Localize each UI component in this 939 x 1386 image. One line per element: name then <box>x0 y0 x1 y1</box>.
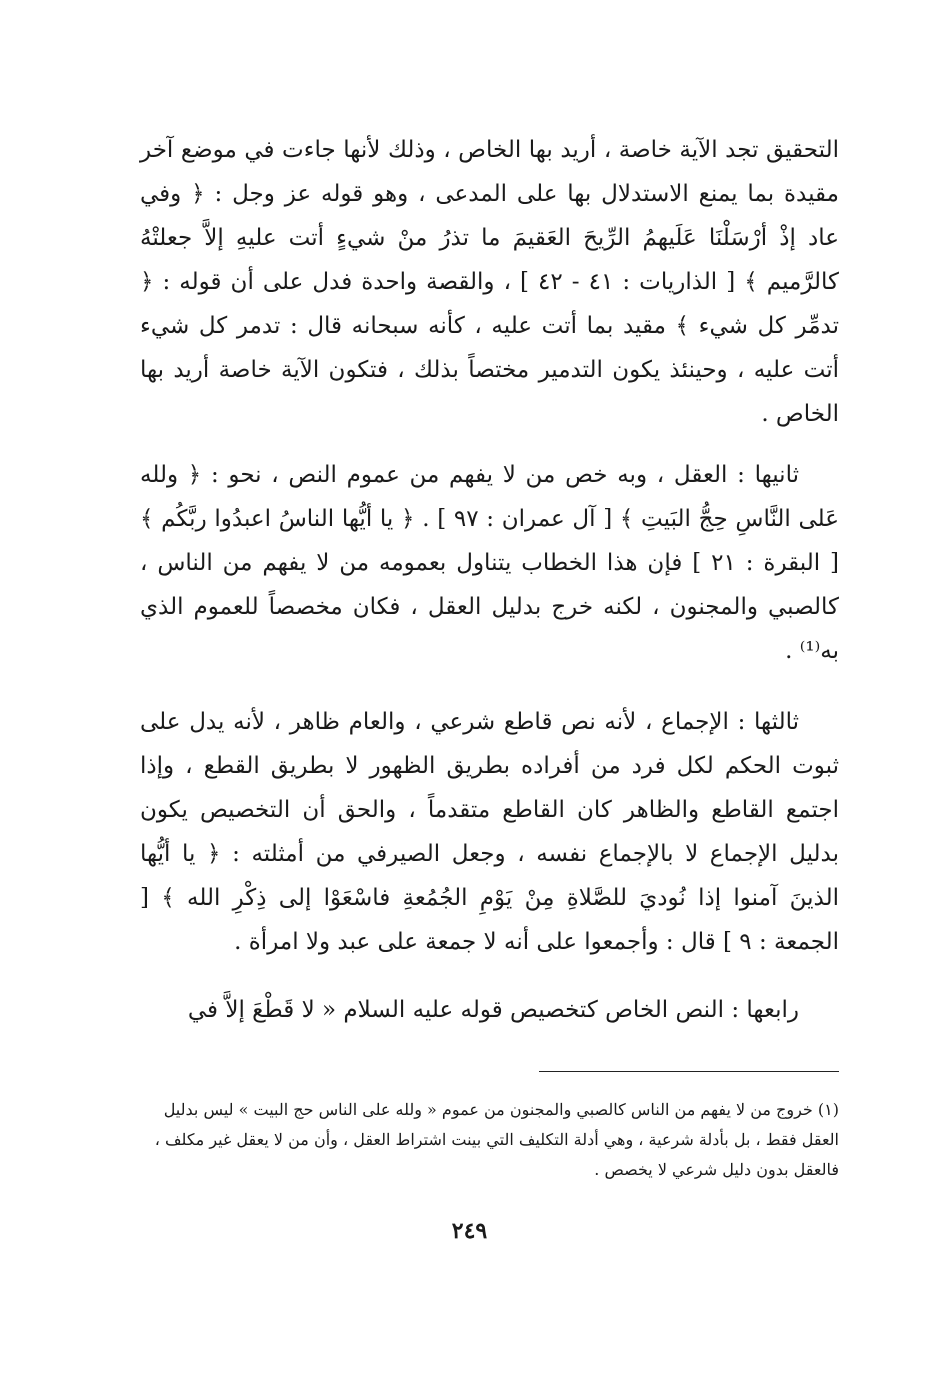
footnote-divider <box>539 1071 839 1072</box>
paragraph-2 <box>140 453 839 673</box>
paragraph-2-text: ثانيها : العقل ، وبه خص من لا يفهم من عموم النص ، نحو : ﴿ ولله عَلى النَّاسِ حِجُّ البَيتِ ﴾ [ آل عمران : ٩٧ ] . ﴿ يا أيُّها الناسُ اعبدُوا ربَّكُم ﴾ [ البقرة : ٢١ ] فإن هذا الخطاب يتناول بعمومه من لا يفهم من الناس ، كالصبي والمجنون ، لكنه خرج بدليل العقل ، فكان مخصصاً للعموم الذي به⁽¹⁾ . <box>140 462 840 664</box>
paragraph-3-text: ثالثها : الإجماع ، لأنه نص قاطع شرعي ، والعام ظاهر ، لأنه يدل على ثبوت الحكم لكل فرد من أفراده بطريق الظهور لا بطريق القطع ، وإذا اجتمع القاطع والظاهر كان القاطع متقدماً ، والحق أن التخصيص يكون بدليل الإجماع لا بالإجماع نفسه ، وجعل الصيرفي من أمثلته : ﴿ يا أيُّها الذينَ آمنوا إذا نُوديَ للصَّلاةِ مِنْ يَوْمِ الجُمُعةِ فاسْعَوْا إلى ذِكْرِ الله ﴾ [ الجمعة : ٩ ] قال : وأجمعوا على أنه لا جمعة على عبد ولا امرأة . <box>140 709 839 955</box>
paragraph-3 <box>140 700 839 964</box>
paragraph-4-text: رابعها : النص الخاص كتخصيص قوله عليه السلام « لا قَطْعَ إلاَّ في <box>187 997 799 1023</box>
paragraph-4 <box>140 988 839 1032</box>
paragraph-1 <box>140 128 839 436</box>
page-number: ٢٤٩ <box>451 1218 488 1244</box>
footnote-text: (١) خروج من لا يفهم من الناس كالصبي والمجنون من عموم « ولله على الناس حج البيت » ليس بدليل العقل فقط ، بل بأدلة شرعية ، وهي أدلة التكليف التي بينت اشتراط العقل ، وأن من لا يعقل غير مكلف ، فالعقل بدون دليل شرعي لا يخصص . <box>154 1100 839 1179</box>
footnote <box>140 1095 839 1185</box>
paragraph-1-text: التحقيق تجد الآية خاصة ، أريد بها الخاص ، وذلك لأنها جاءت في موضع آخر مقيدة بما يمنع الاستدلال بها على المدعى ، وهو قوله عز وجل : ﴿ وفي عاد إذْ أرْسَلْنَا عَلَيهمُ الرِّيحَ العَقيمَ ما تذرُ منْ شيءٍ أتت عليهِ إلاَّ جعلتْهُ كالرَّميم ﴾ [ الذاريات : ٤١ - ٤٢ ] ، والقصة واحدة فدل على أن قوله : ﴿ تدمِّر كل شيء ﴾ مقيد بما أتت عليه ، كأنه سبحانه قال : تدمر كل شيء أتت عليه ، وحينئذ يكون التدمير مختصاً بذلك ، فتكون الآية خاصة أريد بها الخاص . <box>140 137 839 427</box>
